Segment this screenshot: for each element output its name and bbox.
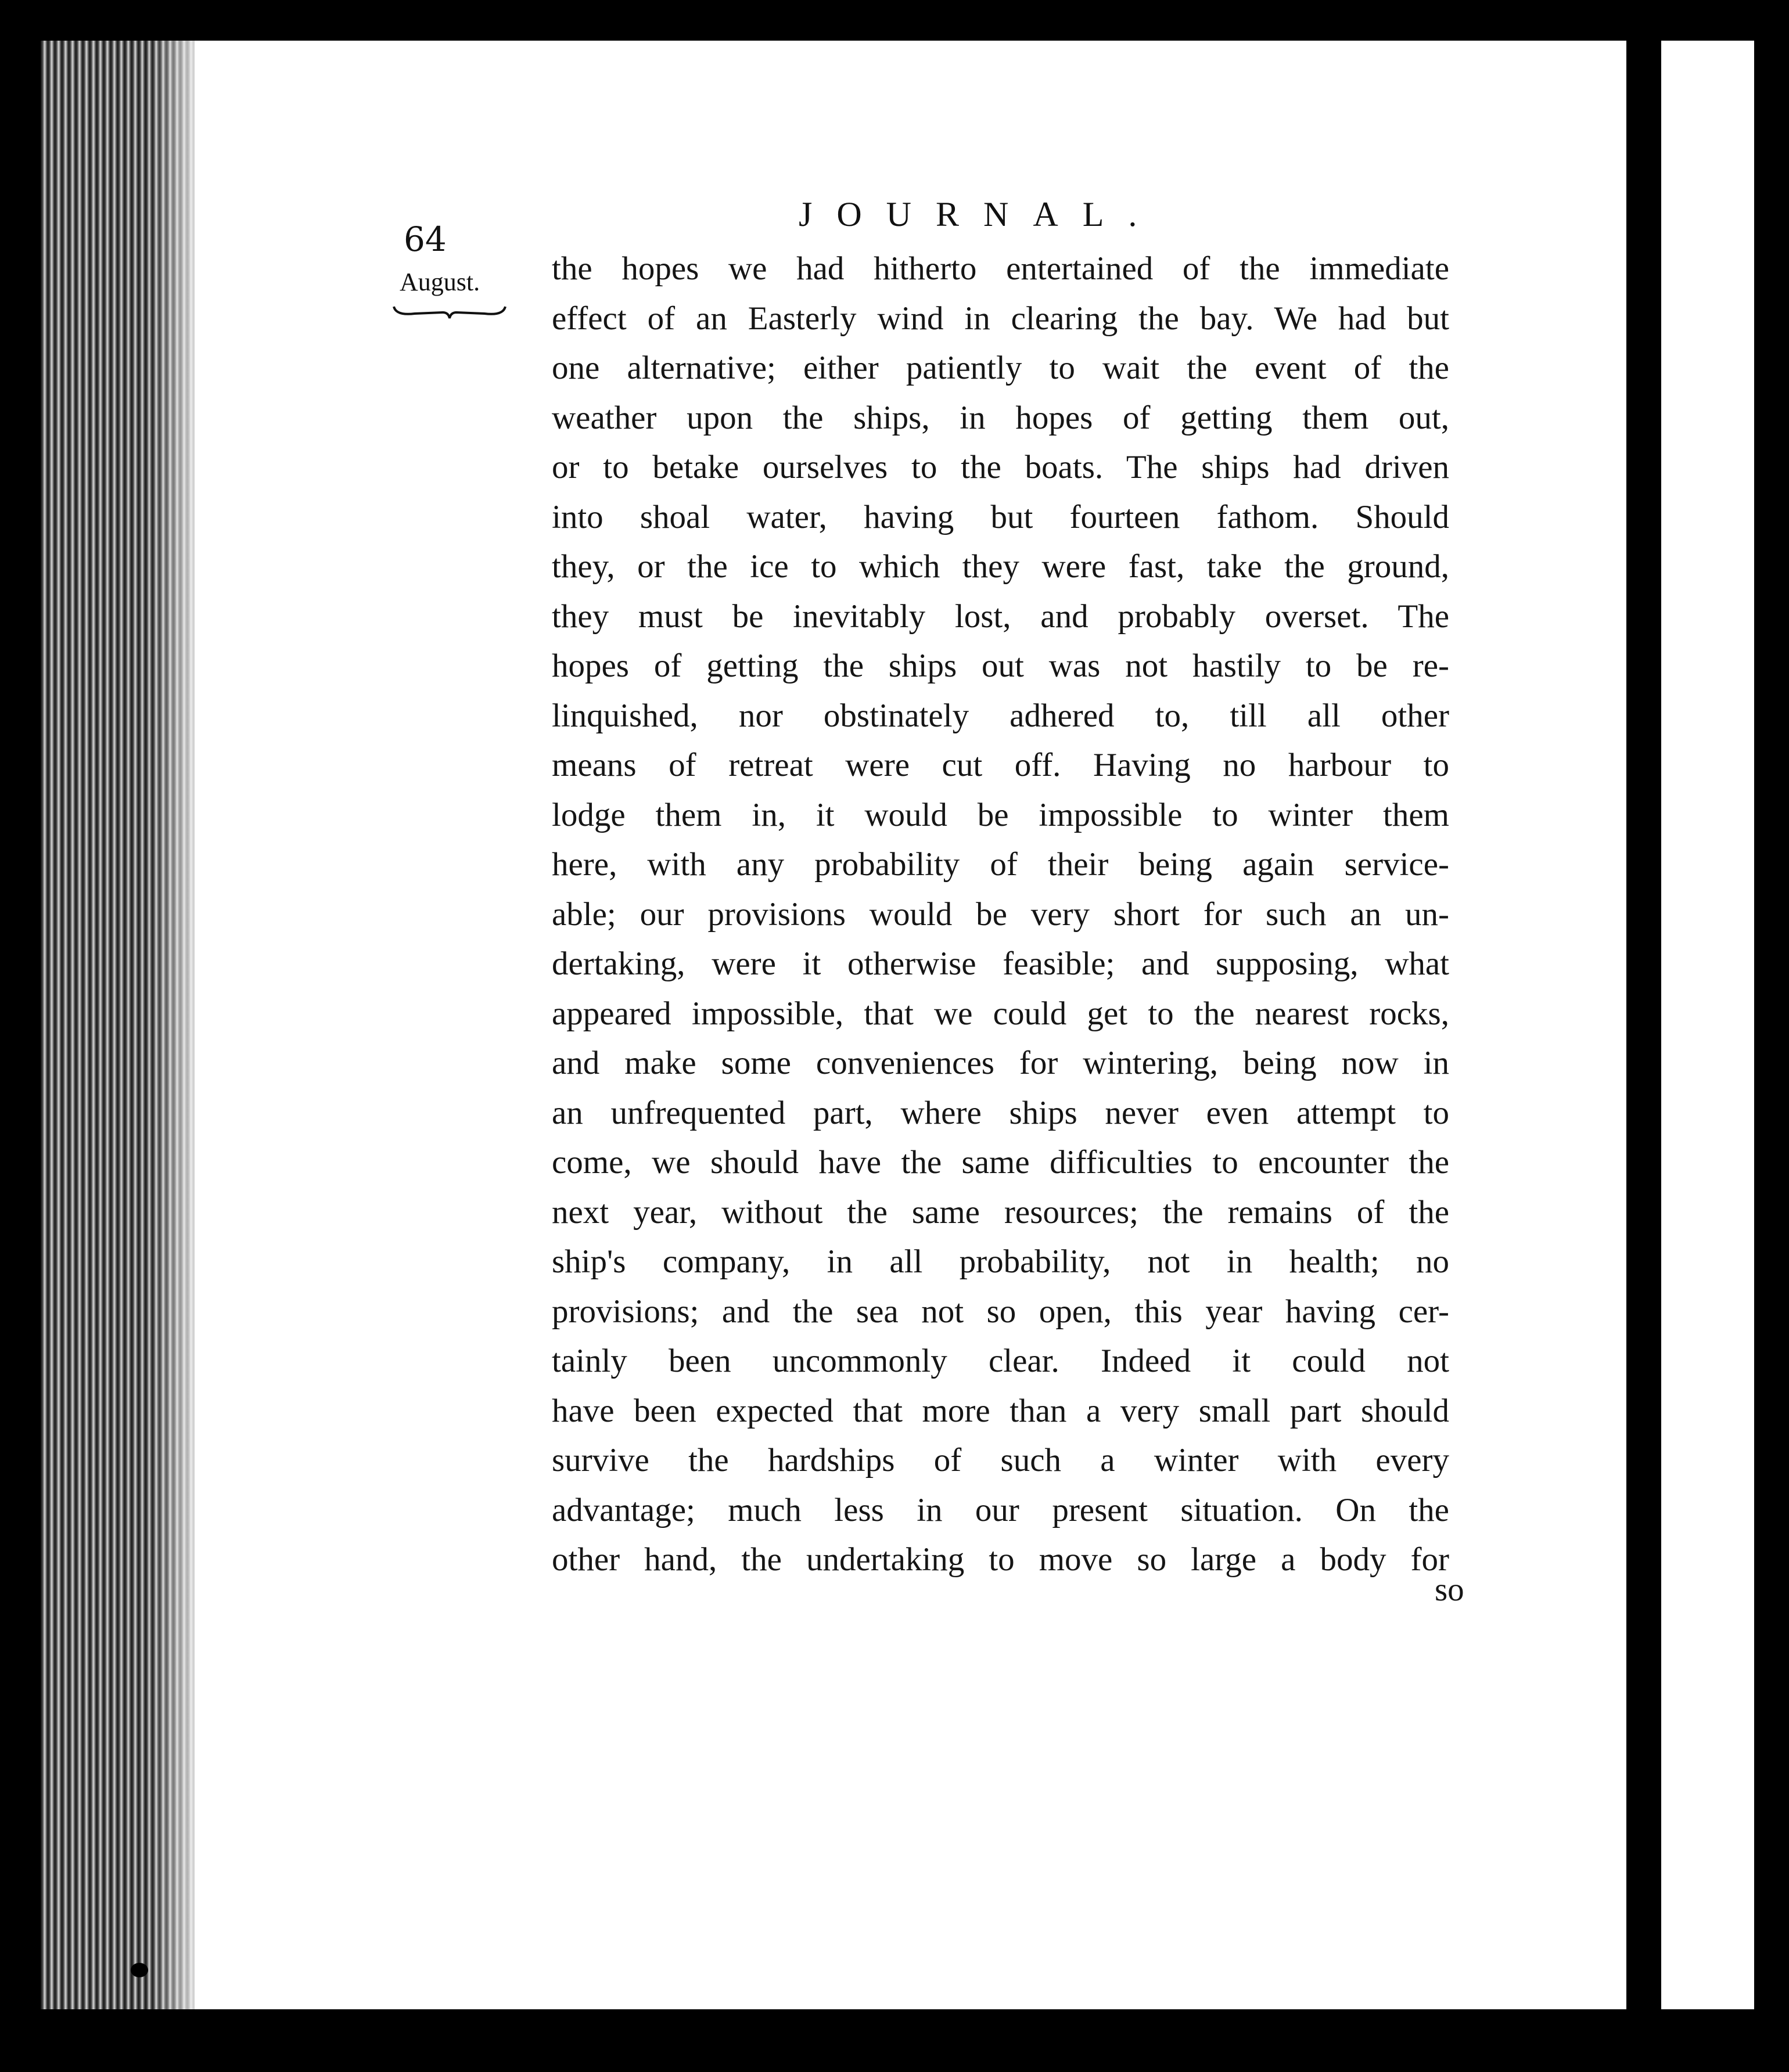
scan-smudge [131, 1963, 148, 1977]
running-head: JOURNAL. [799, 195, 1162, 233]
text-line: or to betake ourselves to the boats. The ships had driven [552, 449, 1449, 485]
text-line: linquished, nor obstinately adhered to, till all other [552, 697, 1449, 734]
text-line: able; our provisions would be very short for such an un- [552, 895, 1449, 933]
text-line: other hand, the undertaking to move so large a body for [552, 1541, 1449, 1578]
text-line: weather upon the ships, in hopes of getting them out, [552, 399, 1449, 436]
body-text [552, 244, 1449, 1585]
text-line: advantage; much less in our present situation. On the [552, 1491, 1449, 1528]
text-line: effect of an Easterly wind in clearing the bay. We had but [552, 300, 1449, 337]
page-number: 64 [404, 220, 447, 259]
catchword: so [1435, 1571, 1464, 1608]
facing-page-edge [1661, 41, 1754, 2009]
text-line: ship's company, in all probability, not in health; no [552, 1243, 1449, 1280]
text-line: come, we should have the same difficulties to encounter the [552, 1144, 1449, 1181]
text-line: have been expected that more than a very small part should [552, 1392, 1449, 1429]
text-line: tainly been uncommonly clear. Indeed it could not [552, 1343, 1449, 1379]
text-line: appeared impossible, that we could get to the nearest rocks, [552, 995, 1449, 1032]
margin-note: August. [400, 268, 480, 296]
text-line: one alternative; either patiently to wait the event of the [552, 350, 1449, 386]
text-line: here, with any probability of their being again service- [552, 846, 1449, 883]
text-line: they must be inevitably lost, and probably overset. The [552, 598, 1449, 635]
text-line: means of retreat were cut off. Having no harbour to [552, 747, 1449, 783]
text-line: and make some conveniences for wintering, being now in [552, 1045, 1449, 1081]
text-line: lodge them in, it would be impossible to winter them [552, 796, 1449, 833]
text-line: they, or the ice to which they were fast, take the ground, [552, 548, 1449, 585]
text-line: dertaking, were it otherwise feasible; and supposing, what [552, 945, 1449, 982]
text-line: hopes of getting the ships out was not hastily to be re- [552, 648, 1449, 684]
text-line: the hopes we had hitherto entertained of the immediate [552, 250, 1449, 287]
scan-smudge [712, 2041, 735, 2059]
margin-brace-icon [391, 303, 508, 321]
text-line: next year, without the same resources; the remains of the [552, 1193, 1449, 1231]
book-gutter [1626, 32, 1661, 2018]
text-line: survive the hardships of such a winter with every [552, 1442, 1449, 1479]
text-line: into shoal water, having but fourteen fathom. Should [552, 498, 1449, 535]
text-line: an unfrequented part, where ships never even attempt to [552, 1094, 1449, 1131]
text-line: provisions; and the sea not so open, this year having cer- [552, 1293, 1449, 1330]
